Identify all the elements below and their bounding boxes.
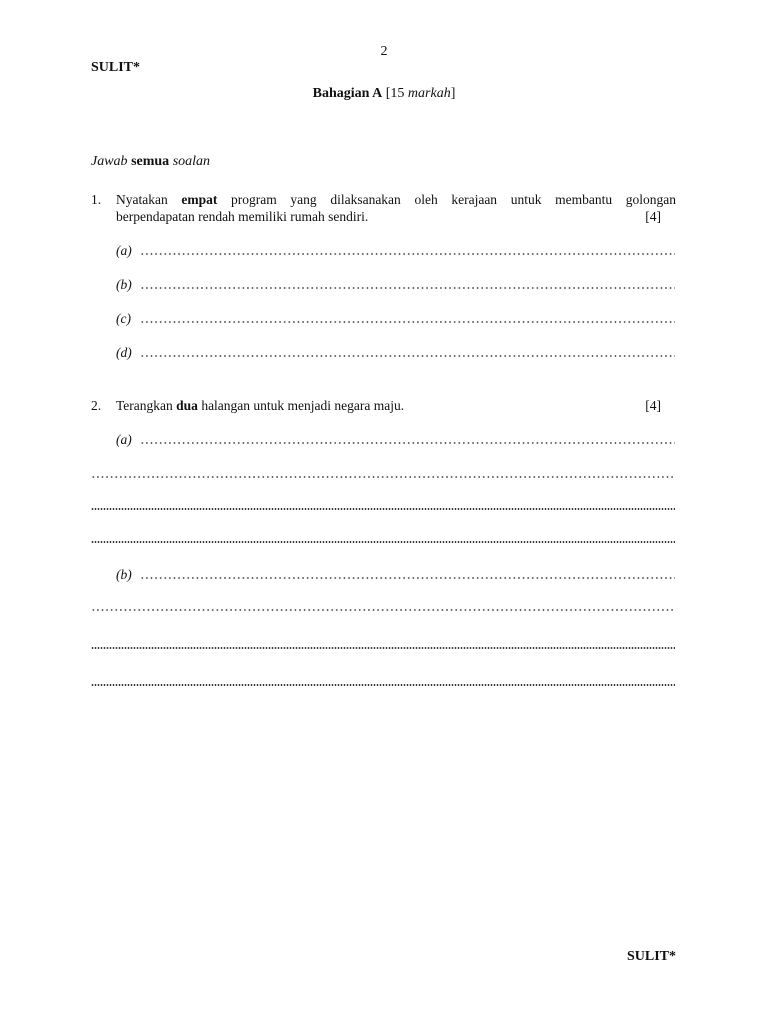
q2-answer-line-a-3[interactable]: [91, 508, 675, 510]
question-2-text: [116, 398, 404, 414]
section-marks-close: ]: [450, 86, 456, 101]
question-2-keyword: dua: [176, 398, 198, 413]
q2-answer-line-b-2[interactable]: [91, 609, 675, 611]
question-2-text-end: halangan untuk menjadi negara maju.: [197, 398, 405, 413]
q1-answer-label-c: (c): [116, 311, 131, 326]
q2-answer-line-a-2[interactable]: [91, 476, 675, 478]
page-number: 2: [380, 44, 388, 59]
question-1-text-end: program yang dilaksanakan oleh kerajaan untuk membantu golongan: [217, 192, 676, 207]
q2-answer-line-a-4[interactable]: [91, 541, 675, 543]
question-1-text-line-2: [116, 209, 676, 225]
section-marks-open: [15: [382, 86, 408, 101]
q1-answer-line-a[interactable]: [140, 253, 675, 255]
q2-answer-line-b-1[interactable]: [140, 577, 675, 579]
q1-answer-label-d: (d): [116, 345, 132, 360]
q2-answer-line-b-3[interactable]: [91, 647, 675, 649]
instruction-word-1: Jawab: [91, 154, 128, 169]
q2-answer-label-a: (a): [116, 432, 132, 447]
q1-answer-line-c[interactable]: [140, 321, 675, 323]
question-1-keyword: empat: [181, 192, 218, 207]
q1-answer-line-b[interactable]: [140, 287, 675, 289]
instruction: [91, 154, 210, 170]
question-1-text-start: Nyatakan: [116, 192, 182, 207]
q2-answer-line-b-4[interactable]: [91, 684, 675, 686]
section-marks-word: markah: [407, 86, 451, 101]
question-1-marks: [4]: [645, 209, 661, 224]
q2-answer-line-a-1[interactable]: [140, 442, 675, 444]
question-1-number: 1.: [91, 192, 102, 207]
instruction-word-2: semua: [131, 154, 170, 169]
question-2-text-start: Terangkan: [116, 398, 177, 413]
question-2-number: 2.: [91, 398, 102, 413]
section-title-name: Bahagian A: [312, 86, 383, 101]
question-1-text-line-2-content: berpendapatan rendah memiliki rumah sendiri.: [116, 209, 369, 224]
q1-answer-label-b: (b): [116, 277, 132, 292]
q1-answer-line-d[interactable]: [140, 355, 675, 357]
header-confidential-label: SULIT*: [91, 60, 141, 75]
q1-answer-label-a: (a): [116, 243, 132, 258]
question-2-marks: [4]: [645, 398, 661, 413]
q2-answer-label-b: (b): [116, 567, 132, 582]
footer-confidential-label: SULIT*: [626, 949, 676, 964]
instruction-word-3: soalan: [172, 154, 211, 169]
section-title: [0, 86, 768, 102]
question-1-text-line-1: [116, 192, 676, 208]
